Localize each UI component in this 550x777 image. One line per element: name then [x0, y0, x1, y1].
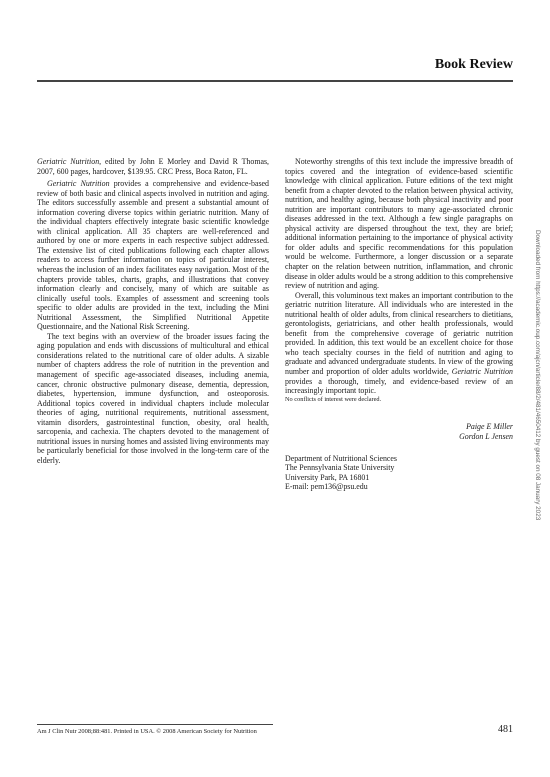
- author-name: Paige E Miller: [466, 421, 513, 431]
- affiliation-line: University Park, PA 16801: [285, 472, 370, 482]
- paragraph-3: Noteworthy strengths of this text include the impressive breadth of topics covered and the integration of evidence-based scientific knowledge with clinical application. Future editions of the text might benefit from a chapter devoted to the relation between physical activity, nutrition, and healthy aging, because both physical inactivity and poor nutrition are important contributors to many age-associated chronic diseases addressed in the text. Although a few single paragraphs on physical activity are dispersed throughout the text, they are brief; additional information pertaining to the importance of physical activity for older adults and specific recommendations for this population would be welcome. Furthermore, a longer discussion or a separate chapter on the relation between nutrition, inflammation, and chronic disease in older adults would be a strong addition to this comprehensive review of nutrition and aging.: [285, 157, 513, 291]
- paragraph-4: [285, 291, 513, 396]
- book-reference: [37, 157, 269, 176]
- paragraph-4-b: provides a thorough, timely, and evidence-based review of an increasingly important topic.: [285, 376, 513, 396]
- footer-rule: [37, 724, 273, 725]
- paragraph-1-body: provides a comprehensive and evidence-based review of both basic and clinical aspects involved in nutrition and aging. The editors successfully assemble and present a substantial amount of information covering diverse topics within geriatric nutrition. Many of the individual chapters effectively integrate basic scientific knowledge with clinical application. All 35 chapters are well-referenced and authored by one or more experts in each respective subject addressed. The extensive list of cited publications following each chapter allows readers to access further information on topics of particular interest, whereas the inclusion of an index facilitates easy navigation. Most of the chapters provide tables, charts, graphs, and illustrations that convey information clearly and concisely, many of which are suitable as clinically useful tools. Examples of assessment and screening tools specific to older adults are provided in the text, including the Mini Nutritional Assessment, the Simplified Nutritional Appetite Questionnaire, and the National Risk Screening.: [37, 179, 270, 332]
- paragraph-4-title: Geriatric Nutrition: [451, 367, 513, 377]
- paragraph-1: [37, 179, 269, 332]
- section-title: Book Review: [434, 57, 513, 72]
- affiliation-line: The Pennsylvania State University: [285, 463, 395, 473]
- paragraph-1-lead: Geriatric Nutrition: [47, 179, 110, 189]
- paragraph-4-a: Overall, this voluminous text makes an important contribution to the geriatric nutrition literature. All individuals who are interested in the nutritional health of older adults, from clinical researchers to dietitians, gerontologists, geriatricians, and other health professionals, would benefit from the comprehensive coverage of geriatric nutrition provided. In addition, this text would be an excellent choice for those who teach specialty courses in the field of nutrition and aging to graduate and advanced undergraduate students. In view of the growing number and proportion of older adults worldwide,: [285, 290, 513, 377]
- journal-citation: Am J Clin Nutr 2008;88:481. Printed in USA. © 2008 American Society for Nutrition: [37, 728, 257, 735]
- header-rule: [37, 80, 513, 82]
- affiliation-block: [285, 454, 513, 492]
- affiliation-line: Department of Nutritional Sciences: [285, 453, 397, 463]
- download-watermark: Downloaded from https://academic.oup.com/ajcn/article/88/2/481/4650412 by guest on 08 January 2023: [534, 230, 541, 521]
- book-details: , edited by John E Morley and David R Thomas, 2007, 600 pages, hardcover, $139.95. CRC Press, Boca Raton, FL.: [37, 157, 270, 176]
- left-column: [37, 157, 269, 466]
- page-number: 481: [498, 724, 513, 735]
- right-column: [285, 157, 513, 492]
- conflict-statement: No conflicts of interest were declared.: [285, 395, 382, 403]
- email-line[interactable]: E-mail: pem136@psu.edu: [285, 482, 368, 492]
- book-title: Geriatric Nutrition: [37, 157, 100, 166]
- paragraph-2: The text begins with an overview of the broader issues facing the aging population and ends with discussions of multicultural and ethical considerations related to the nutritional care of older adults. A sizable number of chapters address the role of nutrition in the prevention and management of specific age-associated diseases, including anemia, cancer, chronic obstructive pulmonary disease, dementia, depression, diabetes, hypertension, immune dysfunction, and osteoporosis. Additional topics covered in individual chapters include molecular theories of aging, nutritional requirements, nutritional assessment, vitamin disorders, gastrointestinal function, obesity, oral health, sarcopenia, and cachexia. The chapters devoted to the management of nutritional issues in nursing homes and assisted living environments may be particularly beneficial for those involved in the long-term care of the elderly.: [37, 331, 269, 465]
- author-block: [285, 422, 513, 442]
- author-name: Gordon L Jensen: [459, 431, 513, 441]
